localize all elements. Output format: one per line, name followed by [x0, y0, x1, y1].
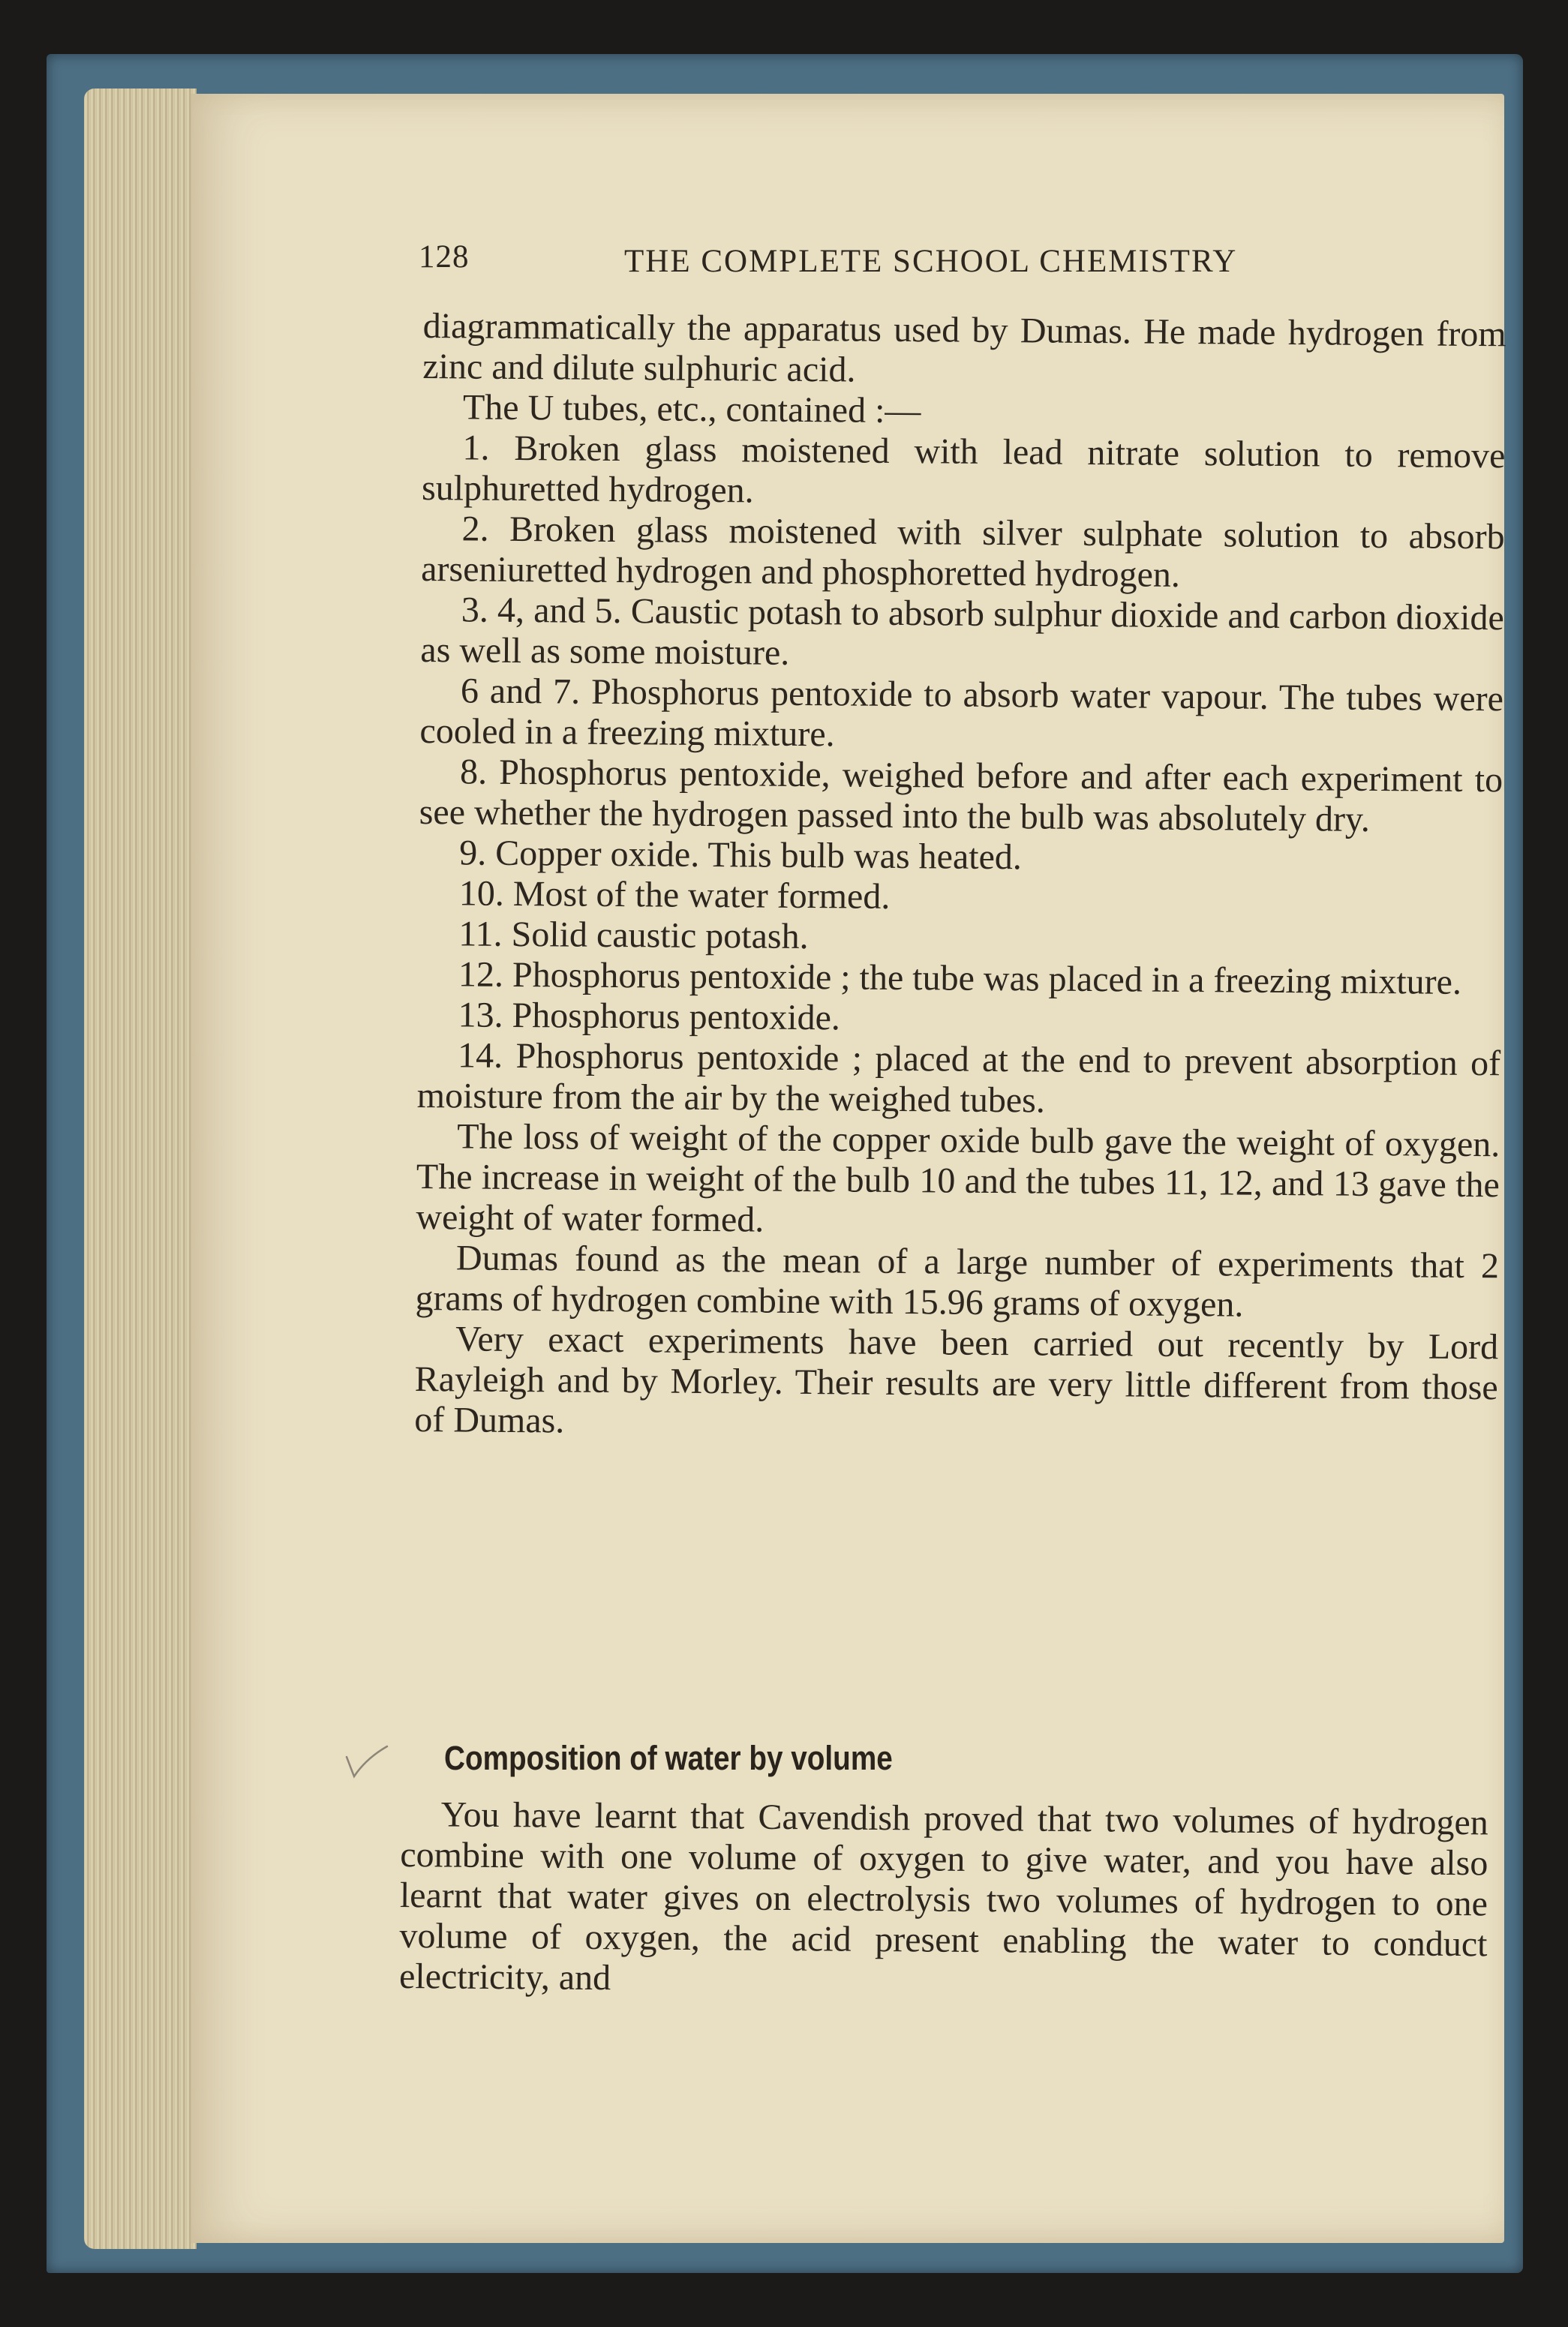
body-paragraph-6: 6 and 7. Phosphorus pentoxide to absorb water vapour. The tubes were cooled in a freezing mixture.	[419, 671, 1504, 755]
body-paragraph-15: Dumas found as the mean of a large number of experiments that 2 grams of hydrogen combine with 15.96 grams of oxygen.	[415, 1238, 1500, 1325]
section-paragraph-1: You have learnt that Cavendish proved that two volumes of hydrogen combine with one volume of oxygen to give water, and you have also learnt that water gives on electrolysis two volumes of hydrogen to one volume of oxygen, the acid present enabling the water to conduct electricity, and	[398, 1794, 1488, 1998]
body-paragraph-4: 2. Broken glass moistened with silver sulphate solution to absorb arseniuretted hydrogen and phosphoretted hydrogen.	[421, 509, 1505, 595]
section-heading: Composition of water by volume	[444, 1739, 893, 1777]
body-paragraph-3: 1. Broken glass moistened with lead nitrate solution to remove sulphuretted hydrogen.	[421, 428, 1506, 511]
body-paragraph-7: 8. Phosphorus pentoxide, weighed before and after each experiment to see whether the hydrogen passed into the bulb was absolutely dry.	[419, 752, 1503, 839]
body-paragraph-1: diagrammatically the apparatus used by Dumas. He made hydrogen from zinc and dilute sulphuric acid.	[422, 306, 1506, 390]
body-paragraph-11: 12. Phosphorus pentoxide ; the tube was placed in a freezing mixture.	[458, 954, 1462, 1002]
body-paragraph-16: Very exact experiments have been carried out recently by Lord Rayleigh and by Morley. Their results are very little different from those of Dumas.	[414, 1319, 1499, 1441]
pencil-check-mark	[344, 1742, 389, 1779]
body-paragraph-12: 13. Phosphorus pentoxide.	[458, 995, 841, 1038]
body-paragraph-13: 14. Phosphorus pentoxide ; placed at the end to prevent absorption of moisture from the air by the weighed tubes.	[416, 1035, 1501, 1121]
body-paragraph-10: 11. Solid caustic potash.	[458, 914, 809, 957]
section-text	[399, 1794, 1488, 2005]
body-paragraph-5: 3. 4, and 5. Caustic potash to absorb sulphur dioxide and carbon dioxide as well as some moisture.	[420, 590, 1504, 673]
book-title: THE COMPLETE SCHOOL CHEMISTRY	[624, 244, 1238, 279]
body-paragraph-2: The U tubes, etc., contained :—	[462, 387, 921, 431]
body-paragraph-8: 9. Copper oxide. This bulb was heated.	[459, 833, 1023, 878]
page-number: 128	[419, 239, 470, 275]
body-paragraph-14: The loss of weight of the copper oxide bulb gave the weight of oxygen. The increase in weight of the bulb 10 and the tubes 11, 12, and 13 gave the weight of water formed.	[416, 1116, 1500, 1240]
body-text	[414, 306, 1506, 1449]
page-edges	[84, 89, 197, 2249]
body-paragraph-9: 10. Most of the water formed.	[458, 873, 891, 917]
